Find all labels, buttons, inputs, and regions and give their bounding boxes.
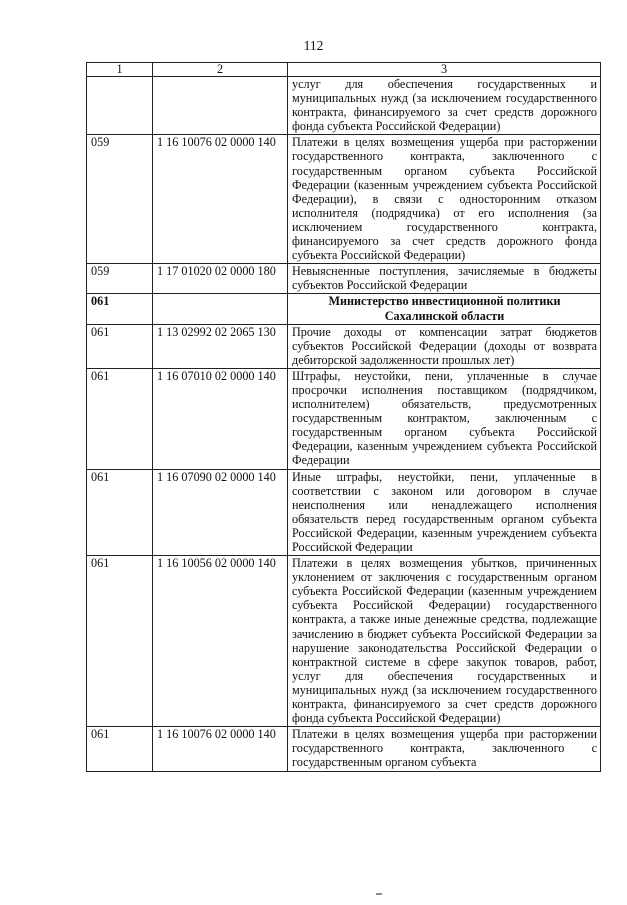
description-cell: Невыясненные поступления, зачисляемые в бюджеты субъектов Российской Федерации bbox=[288, 264, 601, 294]
section-title-cell: Министерство инвестиционной политики Сахалинской области bbox=[288, 294, 601, 324]
budget-code-cell bbox=[153, 294, 288, 324]
table-row bbox=[87, 727, 601, 771]
budget-code-cell bbox=[153, 77, 288, 135]
table-row bbox=[87, 135, 601, 264]
description-cell: Платежи в целях возмещения ущерба при расторжении государственного контракта, заключенного с государственным органом субъекта Российской Федерации (казенным учреждением субъекта Российской Федерации), в связи с односторонним отказом исполнителя (подрядчика) от его исполнения (за исключением государственного контракта, финансируемого за счет средств дорожного фонда субъекта Российской Федерации) bbox=[288, 135, 601, 264]
description-cell: Платежи в целях возмещения ущерба при расторжении государственного контракта, заключенного с государственным органом субъекта bbox=[288, 727, 601, 771]
page-number: 112 bbox=[303, 38, 324, 53]
budget-code-cell: 1 16 10076 02 0000 140 bbox=[153, 135, 288, 264]
description-cell: Штрафы, неустойки, пени, уплаченные в случае просрочки исполнения поставщиком (подрядчиком, исполнителем) обязательств, предусмотренных государственным контрактом, заключенным с государственным органом субъекта Российской Федерации, казенным учреждением субъекта Российской Федерации bbox=[288, 368, 601, 469]
header-col-2: 2 bbox=[153, 63, 288, 77]
table-row bbox=[87, 264, 601, 294]
admin-code-cell: 059 bbox=[87, 135, 153, 264]
budget-code-cell: 1 16 10076 02 0000 140 bbox=[153, 727, 288, 771]
admin-code-cell: 061 bbox=[87, 727, 153, 771]
description-cell: Иные штрафы, неустойки, пени, уплаченные в соответствии с законом или договором в случае неисполнения или ненадлежащего исполнения обязательств перед государственным органом субъекта Российской Федерации, казенным учреждением субъекта Российской Федерации bbox=[288, 469, 601, 556]
table-row bbox=[87, 368, 601, 469]
admin-code-cell: 061 bbox=[87, 469, 153, 556]
scan-artifact bbox=[376, 893, 382, 895]
budget-code-cell: 1 17 01020 02 0000 180 bbox=[153, 264, 288, 294]
header-col-1: 1 bbox=[87, 63, 153, 77]
admin-code-cell: 059 bbox=[87, 264, 153, 294]
table-header-row bbox=[87, 63, 601, 77]
budget-code-cell: 1 16 07010 02 0000 140 bbox=[153, 368, 288, 469]
admin-code-cell: 061 bbox=[87, 368, 153, 469]
admin-code-cell bbox=[87, 77, 153, 135]
admin-code-cell: 061 bbox=[87, 294, 153, 324]
description-cell: услуг для обеспечения государственных и муниципальных нужд (за исключением государственного контракта, финансируемого за счет средств дорожного фонда субъекта Российской Федерации) bbox=[288, 77, 601, 135]
table-row bbox=[87, 77, 601, 135]
description-cell: Прочие доходы от компенсации затрат бюджетов субъектов Российской Федерации (доходы от возврата дебиторской задолженности прошлых лет) bbox=[288, 324, 601, 368]
budget-code-cell: 1 16 10056 02 0000 140 bbox=[153, 556, 288, 727]
description-cell: Платежи в целях возмещения убытков, причиненных уклонением от заключения с государственным органом субъекта Российской Федерации (казенным учреждением субъекта Российской Федерации) государственного контракта, а также иные денежные средства, подлежащие зачислению в бюджет субъекта Российской Федерации за нарушение законодательства Российской Федерации о контрактной системе в сфере закупок товаров, работ, услуг для обеспечения государственных и муниципальных нужд (за исключением государственного контракта, финансируемого за счет средств дорожного фонда субъекта Российской Федерации) bbox=[288, 556, 601, 727]
budget-code-cell: 1 16 07090 02 0000 140 bbox=[153, 469, 288, 556]
admin-code-cell: 061 bbox=[87, 324, 153, 368]
budget-code-cell: 1 13 02992 02 2065 130 bbox=[153, 324, 288, 368]
admin-code-cell: 061 bbox=[87, 556, 153, 727]
revenue-codes-table bbox=[86, 62, 601, 772]
table-row bbox=[87, 469, 601, 556]
table-row bbox=[87, 556, 601, 727]
header-col-3: 3 bbox=[288, 63, 601, 77]
table-row-section-heading bbox=[87, 294, 601, 324]
table-row bbox=[87, 324, 601, 368]
